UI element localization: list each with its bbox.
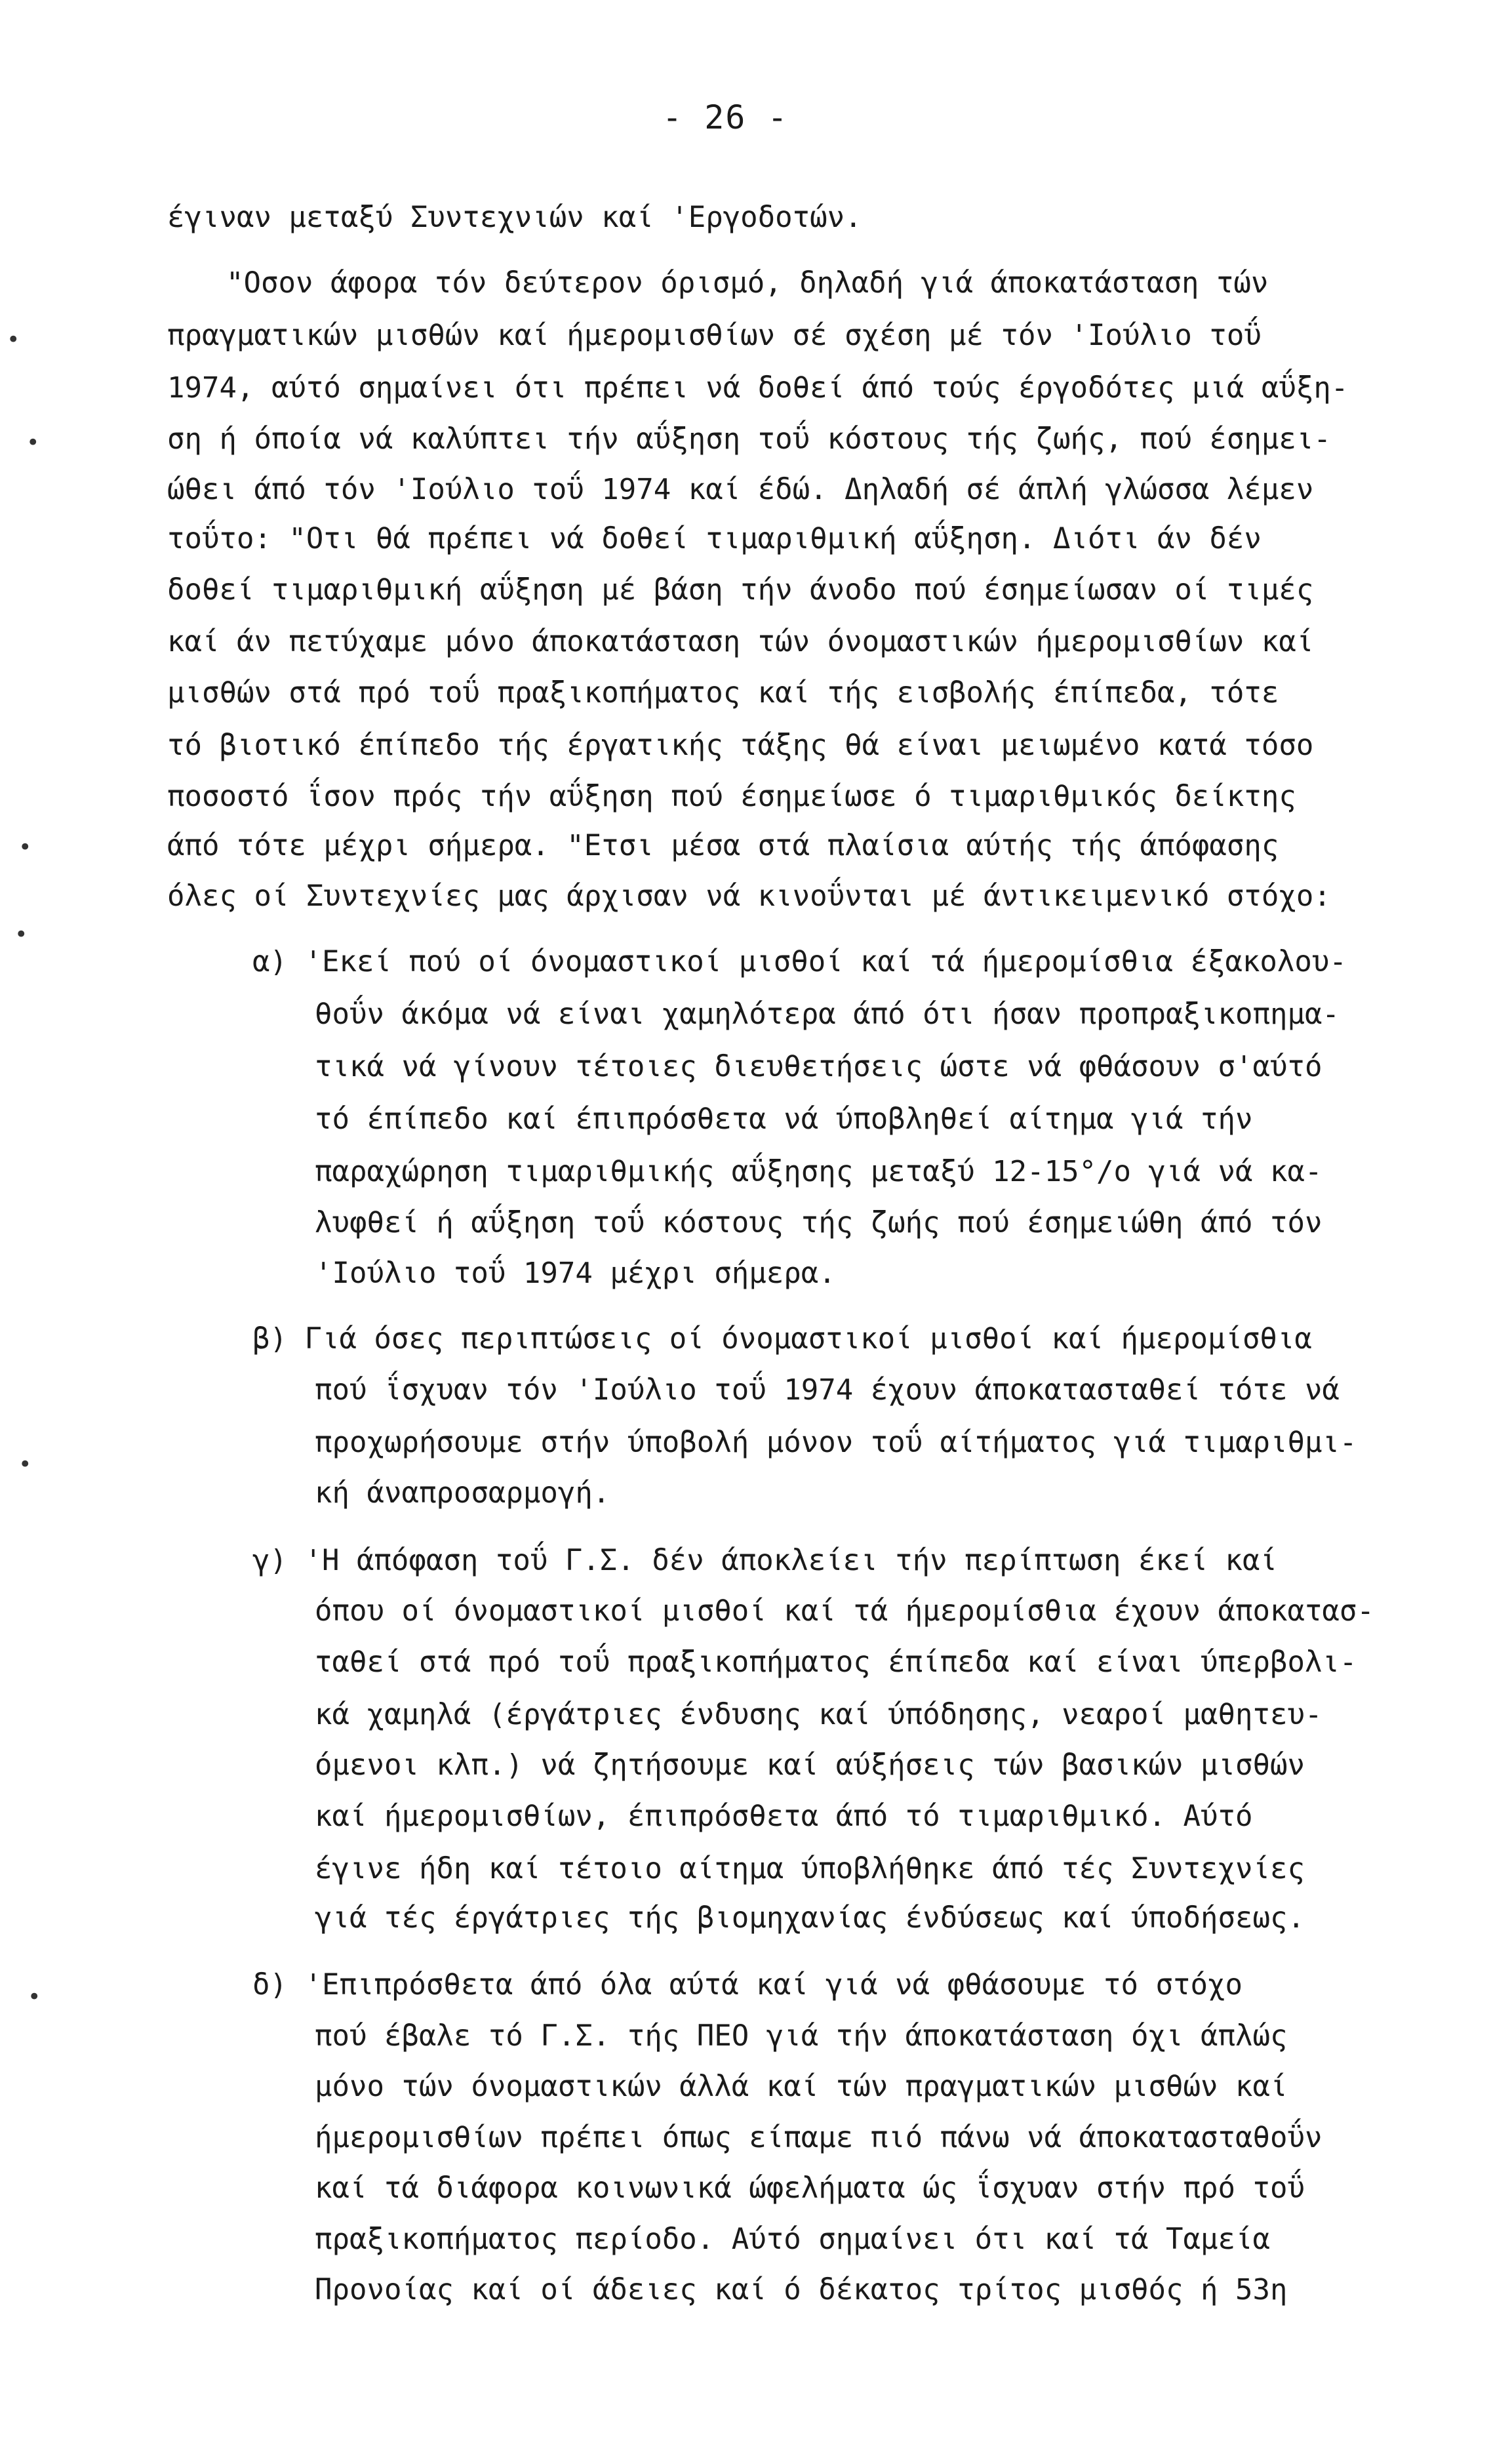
scan-speck: • bbox=[7, 327, 20, 353]
list-item-c-line: ταθεί στά πρό τοΰ πραξικοπήματος έπίπεδα καί είναι ύπερβολι- bbox=[315, 1645, 1357, 1679]
scan-speck: • bbox=[28, 1984, 41, 2010]
page-number: - 26 - bbox=[662, 98, 789, 136]
text-line: τό βιοτικό έπίπεδο τής έργατικής τάξης θά είναι μειωμένο κατά τόσο bbox=[167, 729, 1314, 762]
list-item-b-line: κή άναπροσαρμογή. bbox=[315, 1476, 610, 1510]
list-item-d-line: δ) 'Επιπρόσθετα άπό όλα αύτά καί γιά νά φθάσουμε τό στόχο bbox=[252, 1968, 1243, 2002]
list-item-c-line: καί ήμερομισθίων, έπιπρόσθετα άπό τό τιμαριθμικό. Αύτό bbox=[315, 1800, 1253, 1833]
list-item-c-line: όμενοι κλπ.) νά ζητήσουμε καί αύξήσεις τών βασικών μισθών bbox=[315, 1748, 1305, 1782]
list-item-b-line: προχωρήσουμε στήν ύποβολή μόνον τοΰ αίτήματος γιά τιμαριθμι- bbox=[315, 1426, 1357, 1459]
scan-speck: • bbox=[26, 430, 40, 456]
list-item-c-line: γιά τές έργάτριες τής βιομηχανίας ένδύσεως καί ύποδήσεως. bbox=[315, 1901, 1305, 1935]
list-item-c-line: έγινε ήδη καί τέτοιο αίτημα ύποβλήθηκε άπό τές Συντεχνίες bbox=[315, 1852, 1305, 1885]
text-line: 1974, αύτό σημαίνει ότι πρέπει νά δοθεί άπό τούς έργοδότες μιά αΰξη- bbox=[167, 371, 1349, 405]
text-line: έγιναν μεταξύ Συντεχνιών καί 'Εργοδοτών. bbox=[167, 201, 862, 234]
list-item-d-line: πού έβαλε τό Γ.Σ. τής ΠΕΟ γιά τήν άποκατάσταση όχι άπλώς bbox=[315, 2019, 1288, 2053]
list-item-a-line: α) 'Εκεί πού οί όνομαστικοί μισθοί καί τά ήμερομίσθια έξακολου- bbox=[252, 945, 1347, 978]
list-item-b-line: πού ΐσχυαν τόν 'Ιούλιο τοΰ 1974 έχουν άποκατασταθεί τότε νά bbox=[315, 1373, 1340, 1407]
list-item-d-line: πραξικοπήματος περίοδο. Αύτό σημαίνει ότι καί τά Ταμεία bbox=[315, 2223, 1270, 2256]
text-line: πραγματικών μισθών καί ήμερομισθίων σέ σχέση μέ τόν 'Ιούλιο τοΰ bbox=[167, 319, 1262, 352]
scan-speck: • bbox=[18, 1451, 32, 1478]
list-item-a-line: 'Ιούλιο τοΰ 1974 μέχρι σήμερα. bbox=[315, 1257, 836, 1290]
list-item-a-line: τικά νά γίνουν τέτοιες διευθετήσεις ώστε νά φθάσουν σ'αύτό bbox=[315, 1050, 1323, 1083]
list-item-c-line: γ) 'Η άπόφαση τοΰ Γ.Σ. δέν άποκλείει τήν περίπτωση έκεί καί bbox=[252, 1544, 1277, 1577]
text-line: καί άν πετύχαμε μόνο άποκατάσταση τών όνομαστικών ήμερομισθίων καί bbox=[167, 625, 1314, 658]
text-line: ση ή όποία νά καλύπτει τήν αΰξηση τοΰ κόστους τής ζωής, πού έσημει- bbox=[167, 422, 1331, 456]
text-line: τοΰτο: "Οτι θά πρέπει νά δοθεί τιμαριθμική αΰξηση. Διότι άν δέν bbox=[167, 522, 1262, 555]
list-item-d-line: ήμερομισθίων πρέπει όπως είπαμε πιό πάνω νά άποκατασταθοΰν bbox=[315, 2121, 1323, 2154]
list-item-d-line: Προνοίας καί οί άδειες καί ό δέκατος τρίτος μισθός ή 53η bbox=[315, 2273, 1288, 2307]
list-item-c-line: κά χαμηλά (έργάτριες ένδυσης καί ύπόδησης, νεαροί μαθητευ- bbox=[315, 1698, 1323, 1731]
list-item-c-line: όπου οί όνομαστικοί μισθοί καί τά ήμερομίσθια έχουν άποκατασ- bbox=[315, 1594, 1374, 1628]
list-item-a-line: θοΰν άκόμα νά είναι χαμηλότερα άπό ότι ήσαν προπραξικοπημα- bbox=[315, 997, 1340, 1031]
list-item-d-line: καί τά διάφορα κοινωνικά ώφελήματα ώς ΐσχυαν στήν πρό τοΰ bbox=[315, 2171, 1305, 2205]
list-item-a-line: λυφθεί ή αΰξηση τοΰ κόστους τής ζωής πού έσημειώθη άπό τόν bbox=[315, 1206, 1323, 1239]
text-line: ώθει άπό τόν 'Ιούλιο τοΰ 1974 καί έδώ. Δηλαδή σέ άπλή γλώσσα λέμεν bbox=[167, 473, 1314, 506]
text-line: όλες οί Συντεχνίες μας άρχισαν νά κινοΰνται μέ άντικειμενικό στόχο: bbox=[167, 879, 1331, 913]
text-line: δοθεί τιμαριθμική αΰξηση μέ βάση τήν άνοδο πού έσημείωσαν οί τιμές bbox=[167, 573, 1314, 607]
text-line: ποσοστό ΐσον πρός τήν αΰξηση πού έσημείωσε ό τιμαριθμικός δείκτης bbox=[167, 780, 1296, 813]
list-item-b-line: β) Γιά όσες περιπτώσεις οί όνομαστικοί μισθοί καί ήμερομίσθια bbox=[252, 1322, 1312, 1356]
scan-speck: • bbox=[18, 834, 32, 860]
list-item-d-line: μόνο τών όνομαστικών άλλά καί τών πραγματικών μισθών καί bbox=[315, 2070, 1288, 2103]
text-line: "Οσον άφορα τόν δεύτερον όρισμό, δηλαδή γιά άποκατάσταση τών bbox=[226, 266, 1269, 300]
text-line: άπό τότε μέχρι σήμερα. "Ετσι μέσα στά πλαίσια αύτής τής άπόφασης bbox=[167, 829, 1279, 862]
list-item-a-line: παραχώρηση τιμαριθμικής αΰξησης μεταξύ 12-15°/ο γιά νά κα- bbox=[315, 1155, 1323, 1188]
scan-speck: • bbox=[14, 921, 28, 948]
list-item-a-line: τό έπίπεδο καί έπιπρόσθετα νά ύποβληθεί αίτημα γιά τήν bbox=[315, 1102, 1253, 1136]
text-line: μισθών στά πρό τοΰ πραξικοπήματος καί τής εισβολής έπίπεδα, τότε bbox=[167, 676, 1279, 710]
